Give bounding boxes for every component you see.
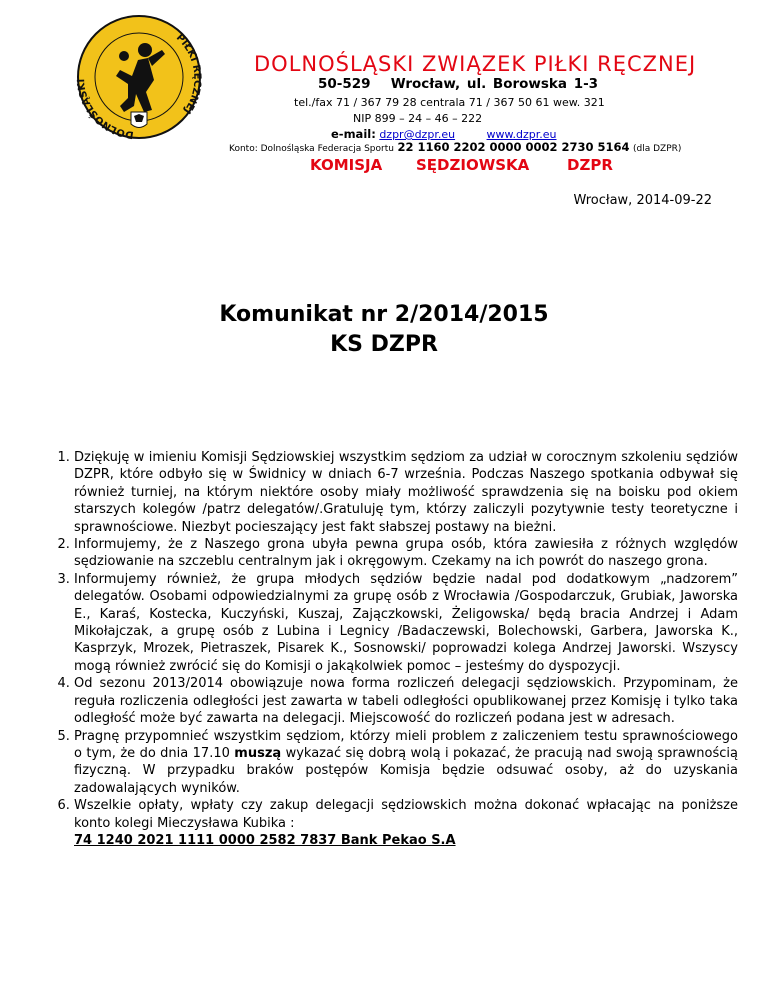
title-line-2: KS DZPR [330, 332, 438, 357]
list-item: 3. Informujemy również, że grupa młodych sędziów będzie nadal pod dodatkowym „nadzorem” delegatów. Osobami odpowiedzialnymi za grupę osób z Wrocławia /Gospodarczuk, Grubiak, Jaworska E., Karaś, Kostecka, Kuczyński, Kuszaj, Zajączkowski, Żeligowska/ będą bracia Andrzej i Adam Mikołajczak, a grupę osób z Lubina i Legnicy /Badaczewski, Bolechowski, Garbera, Jaworska K., Kasprzyk, Mrozek, Pietraszek, Pisarek K., Sosnowski/ poprowadzi kolega Andrzej Jaworski. Wszyscy mogą również zwrócić się do Komisji o jakąkolwiek pomoc – jesteśmy do dyspozycji. [74, 571, 738, 675]
item6-text: Wszelkie opłaty, wpłaty czy zakup delegacji sędziowskich można dokonać wpłacając na poniższe konto kolegi Mieczysława Kubika : [74, 798, 738, 831]
list-item [74, 797, 738, 849]
title-line-1: Komunikat nr 2/2014/2015 [219, 302, 549, 327]
list-item: 2. Informujemy, że z Naszego grona ubyła pewna grupa osób, która zawiesiła z różnych względów sędziowanie na szczeblu centralnym jak i okręgowym. Czekamy na ich powrót do naszego grona. [74, 536, 738, 571]
announcement-list [50, 449, 738, 849]
document-date: Wrocław, 2014-09-22 [573, 193, 712, 208]
nip-line: NIP 899 – 24 – 46 – 222 [353, 112, 483, 125]
account-note: (dla DZPR) [633, 144, 682, 154]
dept-word-1: KOMISJA [310, 156, 383, 174]
account-number: 22 1160 2202 0000 0002 2730 5164 [397, 140, 630, 154]
postal-code: 50-529 [318, 76, 371, 92]
email-link[interactable]: dzpr@dzpr.eu [379, 128, 456, 141]
eagle-shield-icon [131, 112, 147, 128]
item5-text-before: Pragnę przypomnieć wszystkim sędziom, którzy mieli problem z zaliczeniem testu sprawnościowego o tym, że do dnia 17.10 [74, 728, 738, 761]
logo-text-right: PIŁKI RĘCZNEJ [173, 32, 202, 116]
contact-line [331, 127, 557, 141]
list-item [74, 728, 738, 798]
association-address [318, 76, 598, 92]
phone-line: tel./fax 71 / 367 79 28 centrala 71 / 367 50 61 wew. 321 [294, 96, 605, 109]
website-link[interactable]: www.dzpr.eu [486, 128, 557, 141]
document-title [0, 300, 768, 360]
bank-account-line [229, 140, 681, 154]
list-item: 1. Dziękuję w imieniu Komisji Sędziowskiej wszystkim sędziom za udział w corocznym szkoleniu sędziów DZPR, które odbyło się w Świdnicy w dniach 6-7 września. Podczas Naszego spotkania odbywał się również turniej, na którym niektóre osoby miały możliwość sprawdzenia się na boisku pod okiem starszych kolegów /patrz delegatów/.Gratuluję tym, którzy zaliczyli pozytywnie testy teoretyczne i sprawnościowe. Niezbyt pocieszający jest fakt słabszej postawy na bieżni. [74, 449, 738, 536]
item5-text-after: wykazać się dobrą wolą i pokazać, że pracują nad swoją sprawnością fizyczną. W przypadku braków postępów Komisja będzie odsuwać osoby, aż do uzyskania zadowalających wyników. [74, 745, 739, 796]
item5-bold: muszą [234, 745, 282, 761]
list-item: 4. Od sezonu 2013/2014 obowiązuje nowa forma rozliczeń delegacji sędziowskich. Przypominam, że reguła rozliczenia odległości jest zawarta w tabeli odległości opublikowanej przez Komisję i tylko taka odległość może być zawarta na delegacji. Miejscowość do rozliczeń podana jest w adresach. [74, 675, 738, 727]
association-title: DOLNOŚLĄSKI ZWIĄZEK PIŁKI RĘCZNEJ [254, 52, 697, 76]
dept-word-2: SĘDZIOWSKA [416, 156, 530, 174]
dept-word-3: DZPR [567, 156, 613, 174]
email-label: e-mail: [331, 127, 376, 141]
account-label: Konto: Dolnośląska Federacja Sportu [229, 144, 394, 154]
kubik-bank-account: 74 1240 2021 1111 0000 2582 7837 Bank Pekao S.A [74, 832, 456, 848]
dzpr-logo [76, 14, 202, 140]
logo-text-left: DOLNOŚLĄSKI [76, 78, 135, 140]
street-address: Wrocław, ul. Borowska 1-3 [390, 76, 599, 92]
